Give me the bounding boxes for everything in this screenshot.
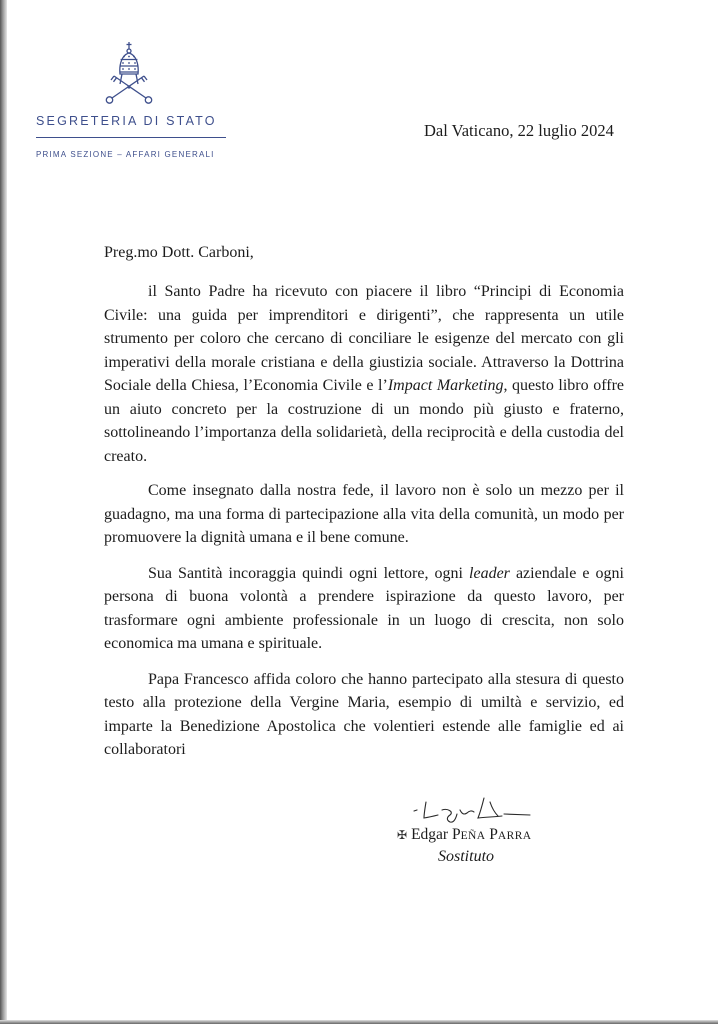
signer-surname-1-initial: P [451, 826, 461, 843]
paragraph-4: Papa Francesco affida coloro che hanno partecipato alla stesura di questo testo alla protezione della Vergine Maria, esempio di umiltà e servizio, ed imparte la Benedizione Apostolica che volentieri estende alle famiglie ed ai collaboratori [104, 670, 624, 758]
letter-body [104, 280, 624, 774]
letterhead-rule [36, 137, 226, 138]
dateline: Dal Vaticano, 22 luglio 2024 [424, 121, 614, 140]
letterhead-office: SEGRETERIA DI STATO [36, 114, 217, 128]
handwritten-signature [412, 796, 532, 826]
signer-surname-1-rest: EÑA [460, 830, 486, 842]
salutation: Preg.mo Dott. Carboni, [104, 244, 254, 261]
paragraph-1-text-a: il Santo Padre ha ricevuto con piacere il libro “Principi di Economia Civile: una guida per imprenditori e dirigenti”, che rappresenta un utile strumento per coloro che cercano di conciliare le esigenze del mercato con gli imperativi della morale cristiana e della giustizia sociale. Attraverso la Dottrina Sociale della Chiesa, l’Economia Civile e l’ [104, 283, 624, 394]
letterhead-section: PRIMA SEZIONE – AFFARI GENERALI [36, 150, 215, 159]
signer-surname-2-rest: ARRA [497, 830, 532, 842]
paragraph-3-text-b: aziendale e ogni persona di buona volontà a prendere ispirazione da questo lavoro, per trasformare ogni ambiente professionale in un luogo di crescita, non solo economica ma umana e spirituale. [104, 564, 625, 652]
paragraph-2: Come insegnato dalla nostra fede, il lavoro non è solo un mezzo per il guadagno, ma una forma di partecipazione alla vita della comunità, un modo per promuovere la dignità umana e il bene comune. [104, 482, 624, 546]
signer-name [397, 826, 531, 844]
signer-title: Sostituto [438, 848, 495, 865]
paragraph-1 [104, 280, 624, 468]
scan-edge-left [0, 0, 7, 1024]
paragraph-3 [104, 562, 624, 656]
cross-icon: ✠ [397, 828, 408, 842]
papal-keys-tiara-icon [98, 40, 160, 106]
signer-first-name: Edgar [411, 826, 449, 843]
scan-edge-bottom [0, 1020, 718, 1024]
paragraph-1-text-b: , questo libro offre un aiuto concreto per la costruzione di un mondo più giusto e fraterno, sottolineando l’importanza della solidarietà, della reciprocità e della custodia del creato. [104, 377, 625, 465]
paragraph-3-emphasis: leader [469, 564, 510, 582]
paragraph-3-text-a: Sua Santità incoraggia quindi ogni lettore, ogni [148, 564, 470, 582]
signer-surname-2-initial: P [489, 826, 498, 843]
paragraph-1-emphasis: Impact Marketing [387, 377, 504, 394]
